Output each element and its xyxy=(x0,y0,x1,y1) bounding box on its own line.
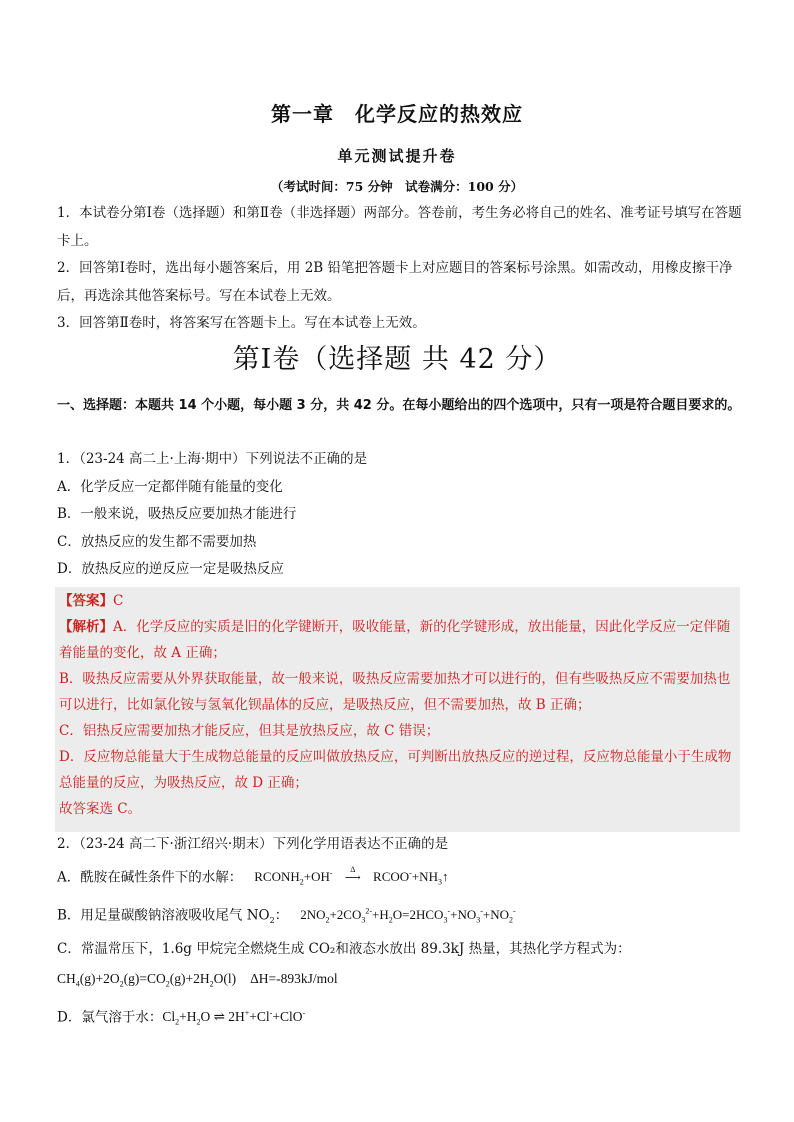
analysis-tag: 【解析】 xyxy=(59,619,113,635)
option-b: B．一般来说，吸热反应要加热才能进行 xyxy=(57,506,297,522)
note-item: 2．回答第Ⅰ卷时，选出每小题答案后，用 2B 铅笔把答题卡上对应题目的答案标号涂黑。如需改动，用橡皮擦干净后，再选涂其他答案标号。写在本试卷上无效。 xyxy=(57,260,733,304)
analysis-d: D．反应物总能量大于生成物总能量的反应叫做放热反应，可判断出放热反应的逆过程，反应物总能量小于生成物总能量的反应，为吸热反应，故 D 正确； xyxy=(59,749,732,791)
option-d-equation: $Cl_2+H_2O$ ⇌ 2H++Cl-+ClO- xyxy=(162,1008,306,1027)
unit-test-subtitle: 单元测试提升卷 xyxy=(337,147,457,165)
note-item: 3．回答第Ⅱ卷时，将答案写在答题卡上。写在本试卷上无效。 xyxy=(57,315,426,331)
option-c: C．放热反应的发生都不需要加热 xyxy=(57,533,257,550)
analysis-b: B．吸热反应需要从外界获取能量，故一般来说，吸热反应需要加热才可以进行的，但有些吸热反应不需要加热也可以进行，比如氯化铵与氢氧化钡晶体的反应，是吸热反应，但不需要加热，故 B 正确； xyxy=(59,671,731,713)
section-instruction: 一、选择题：本题共 14 个小题，每小题 3 分，共 42 分。在每小题给出的四个选项中，只有一项是符合题目要求的。 xyxy=(57,398,741,413)
question-stem: 2．（23-24 高二下·浙江绍兴·期末）下列化学用语表达不正确的是 xyxy=(57,836,449,852)
answer-value: C xyxy=(113,593,124,609)
option-c: C．常温常压下，1.6g 甲烷完全燃烧生成 CO₂和液态水放出 89.3kJ 热量，其热化学方程式为： xyxy=(57,940,631,957)
option-d-text: D．氯气溶于水： xyxy=(57,1009,163,1026)
answer-analysis-box xyxy=(55,587,740,832)
chapter-title: 第一章 化学反应的热效应 xyxy=(271,102,523,126)
analysis-conclusion: 故答案选 C。 xyxy=(59,801,142,817)
enthalpy-change: ΔH=-893kJ/mol xyxy=(250,970,338,986)
exam-info: （考试时间：75 分钟 试卷满分：100 分） xyxy=(270,179,524,194)
question-2 xyxy=(57,830,757,1037)
option-b: B．用足量碳酸钠溶液吸收尾气 $NO_2$： $2NO_2+2CO_3^{2-}+H_2O=2HCO_3^-+NO_3^-+NO_2^-$ xyxy=(57,906,516,925)
option-c-equation: $CH_4(g)+2O_2(g)=CO_2(g)+2H_2O(l)$ xyxy=(57,970,237,989)
question-stem: 1．（23-24 高二上·上海·期中）下列说法不正确的是 xyxy=(57,451,368,467)
option-a-text: A．酰胺在碱性条件下的水解： xyxy=(57,869,243,886)
section-title: 第Ⅰ卷（选择题 共 42 分） xyxy=(232,344,562,375)
heat-arrow-icon: Δ ⟶ xyxy=(344,865,361,885)
note-item: 1．本试卷分第Ⅰ卷（选择题）和第Ⅱ卷（非选择题）两部分。答卷前，考生务必将自己的姓名、准考证号填写在答题卡上。 xyxy=(57,205,742,249)
analysis-text-a: A．化学反应的实质是旧的化学键断开，吸收能量，新的化学键形成，放出能量，因此化学反应一定伴随着能量的变化，故 A 正确； xyxy=(59,619,731,661)
option-a-equation: $RCONH_2+OH^-$ Δ ⟶ $RCOO^-+NH_3↑$ xyxy=(254,869,448,884)
option-b-text: B．用足量碳酸钠溶液吸收尾气 NO xyxy=(57,907,270,924)
option-d: D．放热反应的逆反应一定是吸热反应 xyxy=(57,561,284,577)
option-d xyxy=(57,999,757,1037)
answer-line xyxy=(59,588,740,614)
analysis-a xyxy=(59,614,740,666)
option-c-equation-line xyxy=(57,964,757,999)
exam-notes xyxy=(57,200,743,338)
answer-tag: 【答案】 xyxy=(59,593,113,609)
analysis-c: C．铝热反应需要加热才能反应，但其是放热反应，故 C 错误； xyxy=(59,723,440,739)
option-b-equation: $2NO_2+2CO_3^{2-}+H_2O=2HCO_3^-+NO_3^-+NO_2^-$ xyxy=(300,906,516,925)
option-a: A．化学反应一定都伴随有能量的变化 xyxy=(57,478,283,495)
option-a xyxy=(57,859,757,897)
question-1 xyxy=(57,446,743,584)
